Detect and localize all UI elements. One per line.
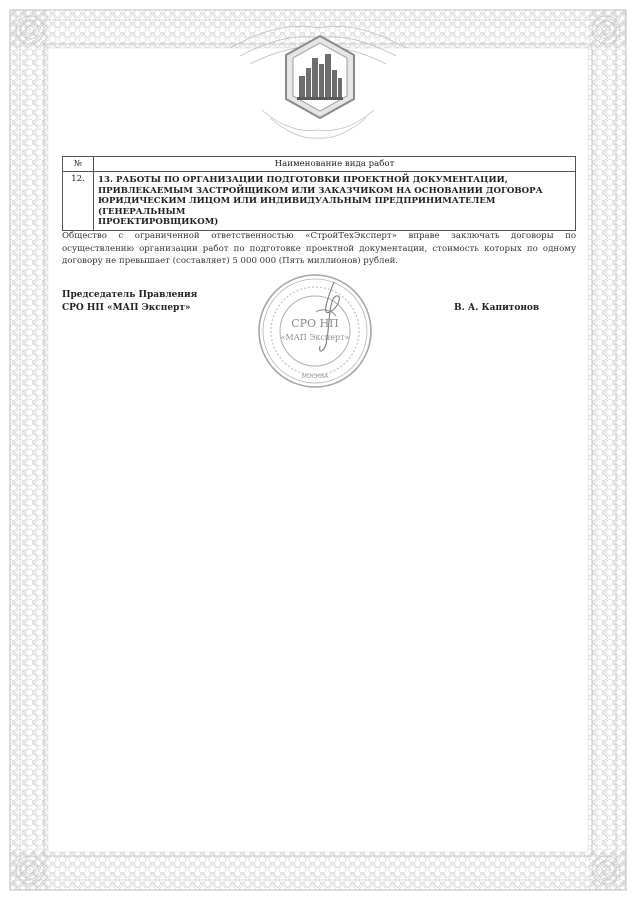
- city-skyline-emblem-icon: [283, 34, 357, 120]
- work-type-line: ПРОЕКТИРОВЩИКОМ): [98, 217, 219, 227]
- organization-seal-icon: [256, 272, 374, 390]
- work-type-line: ЮРИДИЧЕСКИМ ЛИЦОМ ИЛИ ИНДИВИДУАЛЬНЫМ ПРЕДПРИНИМАТЕЛЕМ (ГЕНЕРАЛЬНЫМ: [98, 196, 496, 217]
- row-number: 12.: [63, 172, 94, 231]
- table-row: [63, 172, 576, 231]
- signatory-name: В. А. Капитонов: [454, 303, 540, 313]
- works-table: [62, 156, 576, 231]
- seal-city-text: МОСКВА: [301, 373, 329, 380]
- seal-center-line: «МАП Эксперт»: [280, 333, 350, 342]
- column-header-work-type: Наименование вида работ: [94, 157, 576, 172]
- signatory-title-line: Председатель Правления: [62, 290, 198, 300]
- column-header-number: №: [63, 157, 94, 172]
- work-type-description: [94, 172, 576, 231]
- signatory-title: [62, 289, 197, 315]
- permission-paragraph: Общество с ограниченной ответственностью «СтройТехЭксперт» вправе заключать договоры по осуществлению организации работ по подготовке проектной документации, стоимость которых по одному договору не превышает (составляет) 5 000 000 (Пять миллионов) рублей.: [62, 231, 576, 266]
- seal-center-line: СРО НП: [291, 317, 339, 330]
- signatory-title-line: СРО НП «МАП Эксперт»: [62, 303, 191, 313]
- work-type-line: ПРИВЛЕКАЕМЫМ ЗАСТРОЙЩИКОМ ИЛИ ЗАКАЗЧИКОМ НА ОСНОВАНИИ ДОГОВОРА: [98, 185, 543, 196]
- table-header-row: [63, 157, 576, 172]
- work-type-line: 13. РАБОТЫ ПО ОРГАНИЗАЦИИ ПОДГОТОВКИ ПРОЕКТНОЙ ДОКУМЕНТАЦИИ,: [98, 175, 508, 185]
